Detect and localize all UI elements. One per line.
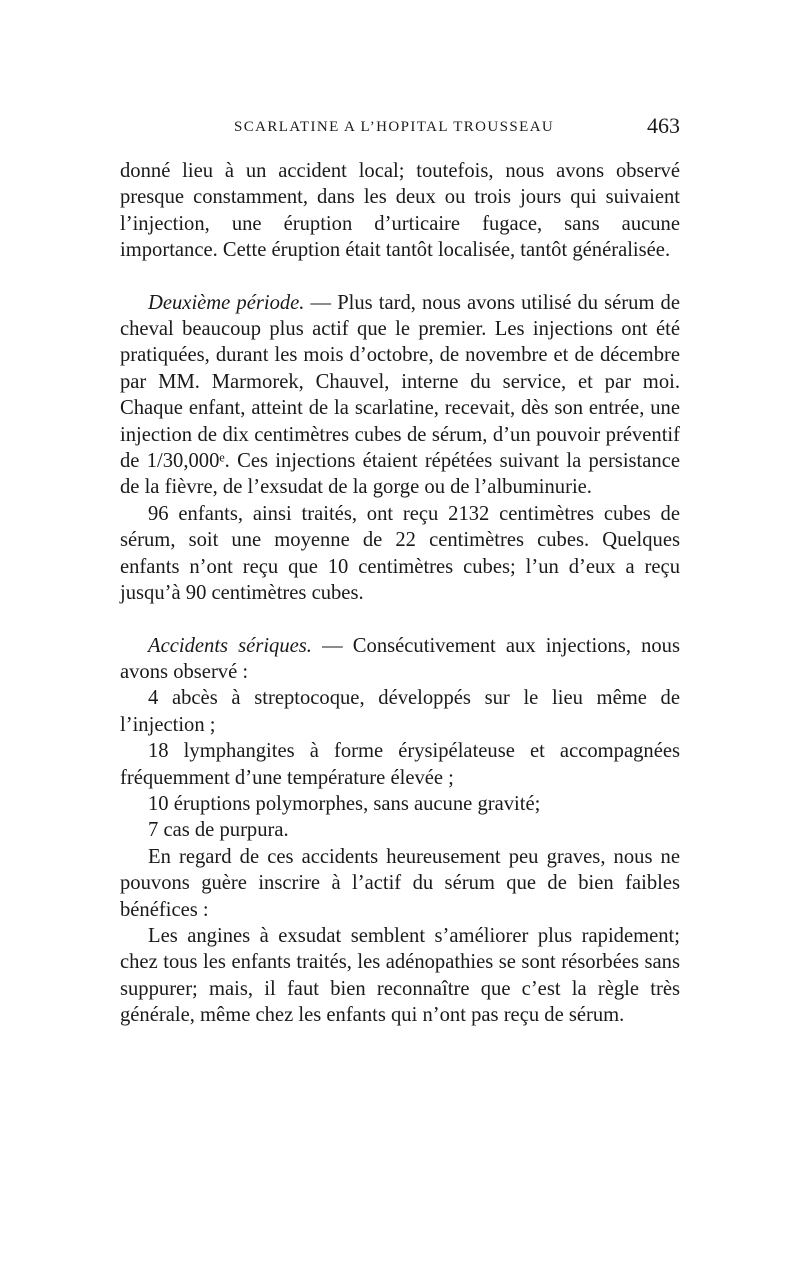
list-item-eruptions: 10 éruptions polymorphes, sans aucune gravité;	[148, 792, 541, 815]
list-item-abces: 4 abcès à streptocoque, développés sur le lieu même de l’injection ;	[120, 687, 680, 736]
paragraph-enfants-traites: 96 enfants, ainsi traités, ont reçu 2132 centimètres cubes de sérum, soit une moyenne de 22 centimètres cubes. Quelques enfants n’ont reçu que 10 centimètres cubes; l’un d’eux a reçu jusqu’à 90 centimètres cubes.	[120, 502, 680, 605]
paragraph-text: — Consécutivement aux injections, nous avons observé :	[120, 634, 680, 683]
list-item-lymphangites: 18 lymphangites à forme érysipélateuse et accompagnées fréquemment d’une température élevée ;	[120, 740, 680, 789]
paragraph-deuxieme-periode	[120, 290, 680, 501]
section-heading-deuxieme-periode: Deuxième période.	[148, 291, 305, 314]
page-number: 463	[647, 113, 680, 138]
page-header	[122, 113, 680, 147]
paragraph-continuation: donné lieu à un accident local; toutefois, nous avons observé presque constamment, dans les deux ou trois jours qui suivaient l’injection, une éruption d’urticaire fugace, sans aucune importance. Cette éruption était tantôt localisée, tantôt généralisée.	[120, 160, 680, 262]
page-body	[120, 158, 680, 1029]
list-item-purpura: 7 cas de purpura.	[148, 819, 289, 842]
paragraph-angines: Les angines à exsudat semblent s’améliorer plus rapidement; chez tous les enfants traités, les adénopathies se sont résorbées sans suppurer; mais, il faut bien reconnaître que c’est la règle très générale, même chez les enfants qui n’ont pas reçu de sérum.	[120, 924, 680, 1027]
paragraph-text: — Plus tard, nous avons utilisé du sérum de cheval beaucoup plus actif que le premier. Les injections ont été pratiquées, durant les mois d’octobre, de novembre et de décembre par MM. Marmorek, Chauvel, interne du service, et par moi. Chaque enfant, atteint de la scarlatine, recevait, dès son entrée, une injection de dix centimètres cubes de sérum, d’un pouvoir préventif de 1/30,000ᵉ. Ces injections étaient répétées suivant la persistance de la fièvre, de l’exsudat de la gorge ou de l’albuminurie.	[120, 291, 680, 499]
running-title: SCARLATINE A L’HOPITAL TROUSSEAU	[234, 119, 555, 135]
section-heading-accidents-seriques: Accidents sériques.	[148, 634, 312, 657]
paragraph-en-regard: En regard de ces accidents heureusement peu graves, nous ne pouvons guère inscrire à l’actif du sérum que de bien faibles bénéfices :	[120, 845, 680, 921]
paragraph-accidents-seriques	[120, 633, 680, 686]
